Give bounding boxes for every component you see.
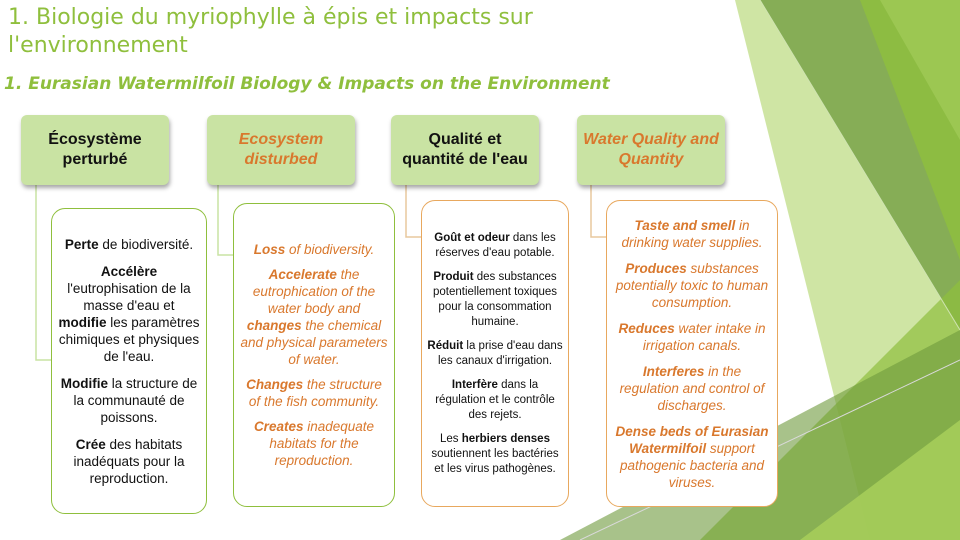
panel-ecosystem-disturbed <box>233 203 395 507</box>
item-creates: Creates inadequate habitats for the reproduction. <box>253 419 375 468</box>
header-water-quality-quantity: Water Quality and Quantity <box>577 115 725 185</box>
item-changes: Changes the structure of the fish community. <box>246 377 382 409</box>
item-interfere: Interfère dans la régulation et le contrôle des rejets. <box>435 378 555 421</box>
item-perte: Perte de biodiversité. <box>64 236 194 252</box>
header-qualite-quantite-eau: Qualité et quantité de l'eau <box>391 115 539 185</box>
item-interferes: Interferes in the regulation and control of discharges. <box>619 363 765 413</box>
item-produces: Produces substances potentially toxic to human consumption. <box>615 260 769 310</box>
item-reduces: Reduces water intake in irrigation canals. <box>618 320 766 353</box>
item-taste-smell: Taste and smell in drinking water supplies. <box>621 217 763 250</box>
item-cree: Crée des habitats inadéquats pour la reproduction. <box>73 436 185 486</box>
item-herbiers-denses: Les herbiers denses soutiennent les bactéries et les virus pathogènes. <box>431 432 559 475</box>
item-modifie: Modifie la structure de la communauté de poissons. <box>60 375 198 425</box>
panel-ecosysteme-perturbe <box>51 208 207 514</box>
page-title: 1. Biologie du myriophylle à épis et impacts sur l'environnement <box>8 5 533 58</box>
item-loss: Loss of biodiversity. <box>253 242 375 257</box>
item-produit: Produit des substances potentiellement toxiques pour la consommation humaine. <box>432 270 558 328</box>
item-accelere: Accélère l'eutrophisation de la masse d'eau et modifie les paramètres chimiques et physiques de l'eau. <box>58 263 200 364</box>
item-gout-odeur: Goût et odeur dans les réserves d'eau potable. <box>434 231 556 259</box>
header-ecosysteme-perturbe: Écosystème perturbé <box>21 115 169 185</box>
panel-qualite-quantite-eau <box>421 200 569 507</box>
item-dense-beds: Dense beds of Eurasian Watermilfoil support pathogenic bacteria and viruses. <box>615 423 769 490</box>
panel-water-quality-quantity <box>606 200 778 507</box>
page-subtitle: 1. Eurasian Watermilfoil Biology & Impacts on the Environment <box>4 74 610 94</box>
item-reduit: Réduit la prise d'eau dans les canaux d'irrigation. <box>427 339 563 367</box>
header-ecosystem-disturbed: Ecosystem disturbed <box>207 115 355 185</box>
item-accelerate: Accelerate the eutrophication of the water body and changes the chemical and physical parameters of water. <box>240 267 388 367</box>
